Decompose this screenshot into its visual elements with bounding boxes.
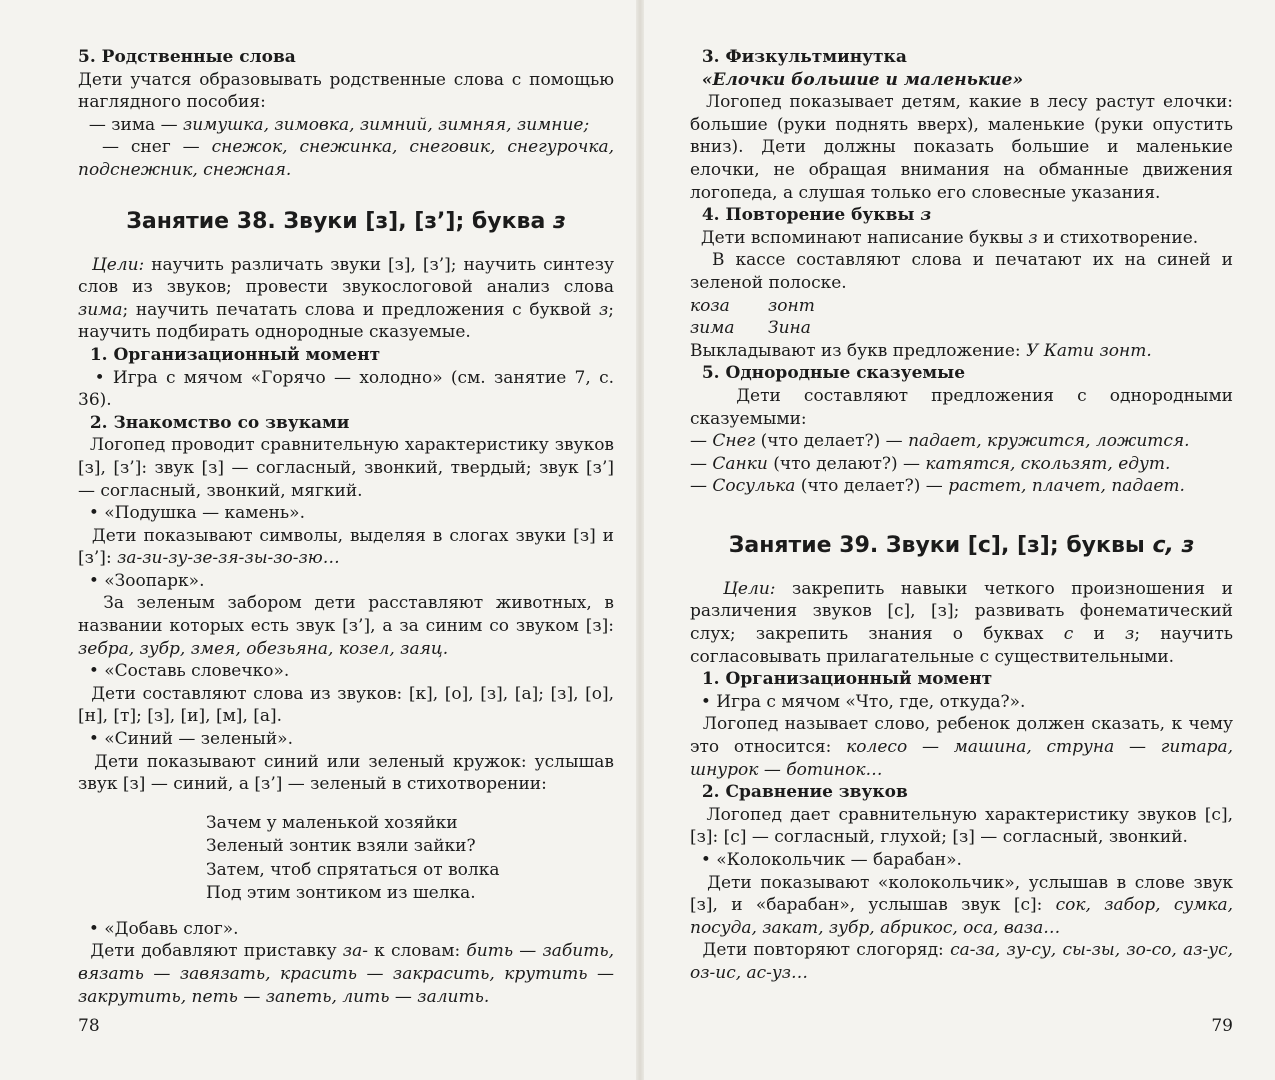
- paragraph-text: Дети составляют слова из звуков: [к], [о], [з], [а]; [з], [о], [н], [т]; [з], [и], [м], [а].: [78, 683, 614, 727]
- goals-letter: з: [1125, 624, 1135, 645]
- related-words: зимушка, зимовка, зимний, зимняя, зимние;: [183, 114, 590, 135]
- game-title: • «Зоопарк».: [88, 570, 205, 591]
- base-word: — снег —: [101, 137, 212, 158]
- list-item-text: • Игра с мячом «Горячо — холодно» (см. занятие 7, с. 36).: [78, 367, 614, 411]
- list-item: [78, 660, 614, 683]
- letter: з: [1028, 227, 1038, 248]
- paragraph: [690, 872, 1233, 940]
- list-item-text: • Игра с мячом «Что, где, откуда?».: [700, 691, 1026, 712]
- section-title-text: 4. Повторение буквы: [701, 205, 921, 226]
- section-subtitle-text: «Елочки большие и маленькие»: [701, 69, 1024, 90]
- goals-label: Цели:: [723, 578, 776, 599]
- predicate-line: [690, 430, 1233, 453]
- goals-text: ; научить печатать слова и предложения с буквой: [122, 299, 599, 320]
- section-title: [690, 204, 1233, 227]
- predicate-line: [690, 453, 1233, 476]
- goals-paragraph: [690, 578, 1233, 668]
- word-list: сок, забор, сумка, посуда, закат, зубр, абрикос, оса, ваза…: [690, 895, 1233, 938]
- paragraph-text: Логопед показывает детям, какие в лесу растут елочки: большие (руки поднять вверх), маленькие (руки опустить вниз). Дети должны показать большие и маленькие елочки, не обращая внимания на обманные движения логопеда, а слушая только его словесные указания.: [690, 92, 1233, 203]
- paragraph-text: Дети показывают символы, выделяя в слогах звуки [з] и [з’]:: [78, 525, 614, 569]
- paragraph-text: и стихотворение.: [1037, 227, 1199, 248]
- goals-text: ; научить согласовывать прилагательные с существительными.: [690, 624, 1233, 667]
- list-item: [78, 570, 614, 593]
- poem-line: Под этим зонтиком из шелка.: [206, 883, 476, 904]
- goals-text: ; научить подбирать однородные сказуемые.: [78, 299, 614, 343]
- question: (что делают?) —: [767, 453, 926, 474]
- paragraph-text: Логопед проводит сравнительную характеристику звуков [з], [з’]: звук [з] — согласный, звонкий, твердый; звук [з’] — согласный, звонкий, мягкий.: [78, 435, 615, 501]
- question: (что делает?) —: [795, 476, 949, 497]
- prefix: за-: [342, 941, 368, 962]
- related-words: снежок, снежинка, снеговик, снегурочка, подснежник, снежная.: [78, 137, 615, 180]
- goals-text: научить различать звуки [з], [з’]; научить синтезу слов из звуков; провести звукослоговой анализ слова: [78, 254, 614, 298]
- lesson-title-text: Занятие 38. Звуки [з], [з’]; буква: [126, 208, 553, 234]
- word-family-line: [78, 114, 614, 137]
- goals-paragraph: [78, 254, 614, 344]
- lesson-39-title: [690, 532, 1233, 560]
- subject: — Снег: [690, 431, 756, 452]
- goals-letter: с: [1063, 624, 1074, 645]
- word: коза: [690, 295, 730, 316]
- paragraph-text: Дети добавляют приставку: [90, 941, 343, 962]
- section-title: [690, 668, 1233, 691]
- goals-text: и: [1073, 624, 1126, 645]
- page-number: 78: [78, 1016, 100, 1036]
- section-title-text: 2. Сравнение звуков: [701, 782, 908, 803]
- section-title-text: 1. Организационный момент: [701, 669, 993, 690]
- paragraph: [78, 751, 614, 796]
- paragraph-text: Дети показывают синий или зеленый кружок: услышав звук [з] — синий, а [з’] — зеленый в стихотворении:: [78, 751, 614, 795]
- goals-word: зима: [78, 299, 123, 320]
- sentence: У Кати зонт.: [1026, 340, 1152, 361]
- poem-line: Зеленый зонтик взяли зайки?: [206, 836, 476, 857]
- section-title-text: 2. Знакомство со звуками: [89, 412, 350, 433]
- syllables: за-зи-зу-зе-зя-зы-зо-зю…: [117, 548, 340, 569]
- section-title: [690, 362, 1233, 385]
- word: Зина: [768, 318, 811, 339]
- paragraph-text: В кассе составляют слова и печатают их на синей и зеленой полоске.: [690, 250, 1233, 293]
- game-title: • «Подушка — камень».: [88, 503, 305, 524]
- paragraph: [78, 434, 614, 502]
- paragraph: [78, 940, 614, 1008]
- paragraph: [690, 939, 1233, 984]
- word: зима: [690, 318, 735, 339]
- page-number: 79: [1211, 1016, 1233, 1036]
- word-family-line: [78, 136, 614, 181]
- section-title-text: 3. Физкультминутка: [701, 47, 907, 67]
- paragraph: [78, 525, 614, 570]
- list-item: [690, 849, 1233, 872]
- section-title: [78, 412, 614, 435]
- list-item: [78, 728, 614, 751]
- paragraph: [690, 91, 1233, 204]
- list-item: [78, 502, 614, 525]
- word-pairs: колесо — машина, струна — гитара, шнурок — ботинок…: [690, 737, 1234, 780]
- paragraph-text: Дети показывают «колокольчик», услышав в слове звук [з], и «барабан», услышав звук [с]:: [690, 872, 1233, 916]
- paragraph-text: Выкладывают из букв предложение:: [690, 340, 1027, 361]
- list-item: [690, 691, 1233, 714]
- list-item: [78, 918, 614, 941]
- lesson-38-title: [78, 208, 614, 236]
- syllable-row: са-за, зу-су, сы-зы, зо-со, аз-ус, оз-ис, ас-уз…: [690, 940, 1233, 983]
- paragraph-text: Логопед дает сравнительную характеристику звуков [с], [з]: [с] — согласный, глухой; [з] — согласный, звонкий.: [690, 804, 1233, 848]
- paragraph: [690, 713, 1233, 781]
- subject: — Санки: [690, 453, 768, 474]
- lesson-title-letters: с, з: [1152, 532, 1195, 558]
- section-title: [690, 781, 1233, 804]
- paragraph: [690, 804, 1233, 849]
- predicates: катятся, скользят, едут.: [925, 453, 1171, 474]
- lesson-title-text: Занятие 39. Звуки [с], [з]; буквы: [728, 532, 1153, 558]
- paragraph-text: За зеленым забором дети расставляют животных, в названии которых есть звук [з’], а за синим со звуком [з]:: [78, 593, 614, 637]
- predicate-line: [690, 475, 1233, 498]
- word: зонт: [768, 295, 815, 316]
- section-title: 5. Родственные слова: [78, 47, 296, 67]
- paragraph: [78, 592, 614, 660]
- paragraph: [78, 683, 614, 728]
- paragraph-text: к словам:: [367, 941, 467, 962]
- paragraph-text: Дети повторяют слогоряд:: [702, 940, 951, 961]
- paragraph-text: Логопед называет слово, ребенок должен сказать, к чему это относится:: [690, 714, 1233, 758]
- subject: — Сосулька: [690, 476, 796, 497]
- lesson-title-letter: з: [552, 208, 566, 234]
- poem-line: Зачем у маленькой хозяйки: [206, 812, 458, 833]
- paragraph: [690, 227, 1233, 250]
- base-word: — зима —: [88, 114, 183, 135]
- paragraph: [690, 340, 1233, 363]
- paragraph-text: Дети вспоминают написание буквы: [700, 227, 1029, 248]
- goals-text: закрепить навыки четкого произношения и различения звуков [с], [з]; развивать фонематический слух; закрепить знания о буквах: [690, 578, 1233, 645]
- section-title-letter: з: [920, 205, 932, 226]
- animal-words: зебра, зубр, змея, обезьяна, козел, заяц.: [78, 638, 449, 659]
- poem: [206, 812, 614, 906]
- list-item: [78, 367, 614, 412]
- paragraph-text: Дети составляют предложения с однородными сказуемыми:: [690, 385, 1234, 429]
- game-title: • «Составь словечко».: [88, 661, 290, 682]
- section-title: [78, 344, 614, 367]
- section-subtitle: [690, 69, 1233, 92]
- goals-letter: з: [598, 299, 609, 320]
- predicates: падает, кружится, ложится.: [908, 431, 1190, 452]
- game-title: • «Добавь слог».: [88, 918, 239, 939]
- word-pairs: бить — забить, вязать — завязать, красить — закрасить, крутить — закрутить, петь — запеть, лить — залить.: [78, 941, 614, 1007]
- paragraph: [690, 249, 1233, 294]
- section-title: [690, 46, 1233, 69]
- predicates: растет, плачет, падает.: [948, 476, 1185, 497]
- game-title: • «Синий — зеленый».: [88, 729, 293, 750]
- paragraph: [690, 385, 1233, 430]
- goals-label: Цели:: [91, 254, 145, 275]
- section-title-text: 5. Однородные сказуемые: [701, 363, 966, 384]
- poem-line: Затем, чтоб спрятаться от волка: [206, 859, 500, 880]
- right-page: [642, 0, 1275, 1080]
- section-title-text: 1. Организационный момент: [89, 344, 381, 365]
- question: (что делает?) —: [755, 431, 909, 452]
- word-grid: [690, 295, 1233, 340]
- paragraph: Дети учатся образовывать родственные слова с помощью наглядного пособия:: [78, 69, 614, 113]
- game-title: • «Колокольчик — барабан».: [700, 850, 962, 870]
